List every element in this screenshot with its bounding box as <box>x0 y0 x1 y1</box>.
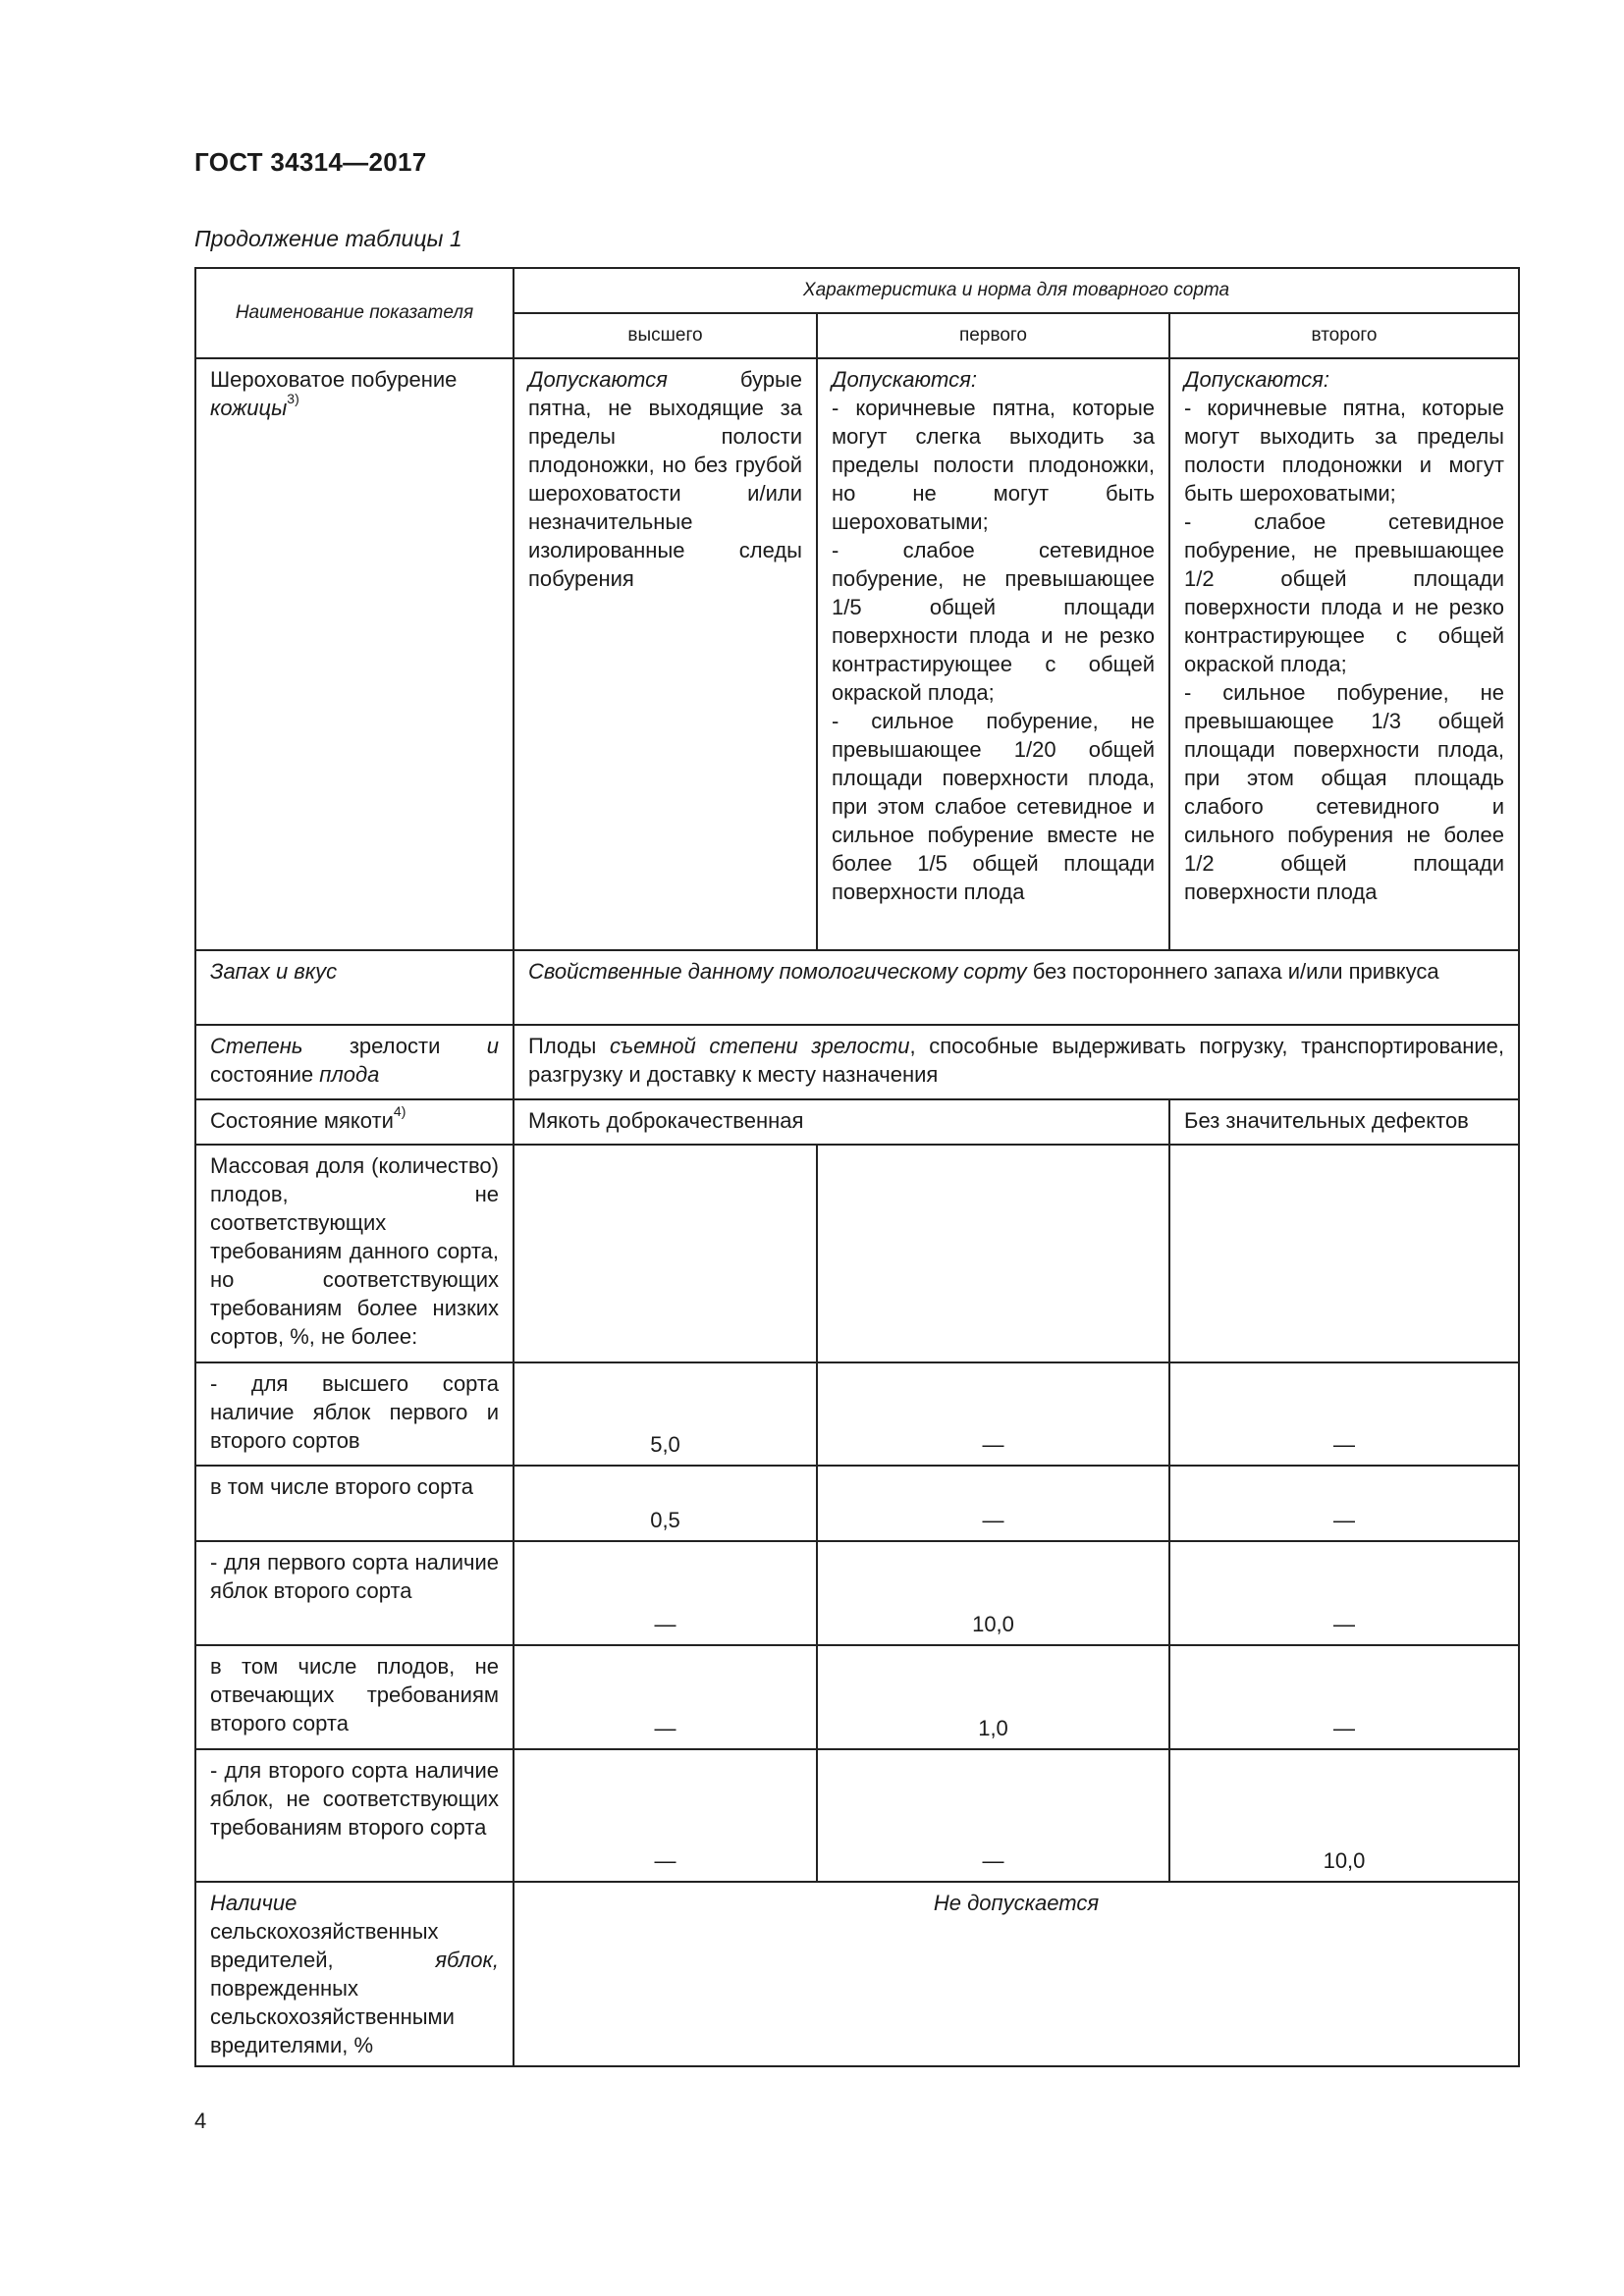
value-cell: — <box>1169 1362 1519 1466</box>
indicator-mass-second: - для второго сорта наличие яблок, не соответствующих требованиям второго сорта <box>195 1749 514 1882</box>
mass-share-highest <box>514 1145 817 1362</box>
russeting-highest: Допускаются бурые пятна, не выходящие за пределы полости плодоножки, но без грубой шероховатости и/или незначительные изолированные следы побурения <box>514 358 817 950</box>
table-row-mass-highest-second <box>195 1466 1519 1541</box>
indicator-pests: Наличие сельскохозяйственных вредителей, яблок, поврежденных сельскохозяйственными вредителями, % <box>195 1882 514 2066</box>
table-row-mass-first <box>195 1541 1519 1645</box>
table-row-ripeness <box>195 1025 1519 1099</box>
value-cell: 10,0 <box>817 1541 1169 1645</box>
indicator-pulp: Состояние мякоти$^{4)}$ <box>195 1099 514 1145</box>
ripeness-value: Плоды съемной степени зрелости, способные выдерживать погрузку, транспортирование, разгрузку и доставку к месту назначения <box>514 1025 1519 1099</box>
indicator-mass-highest-second: в том числе второго сорта <box>195 1466 514 1541</box>
table-row-mass-highest <box>195 1362 1519 1466</box>
value-cell: 0,5 <box>514 1466 817 1541</box>
indicator-mass-highest: - для высшего сорта наличие яблок первого и второго сортов <box>195 1362 514 1466</box>
value-cell: — <box>1169 1541 1519 1645</box>
grade-header-highest: высшего <box>514 313 817 358</box>
value-cell: — <box>817 1466 1169 1541</box>
russeting-first: Допускаются: - коричневые пятна, которые могут слегка выходить за пределы полости плодоножки, но не могут быть шероховатыми; - слабое сетевидное побурение, не превышающее 1/5 общей площади поверхности плода и не резко контрастирующее с общей окраской плода; - сильное побурение, не превышающее 1/20 общей площади поверхности плода, при этом слабое сетевидное и сильное побурение вместе не более 1/5 общей площади поверхности плода <box>817 358 1169 950</box>
russeting-second: Допускаются: - коричневые пятна, которые могут выходить за пределы полости плодоножки и могут быть шероховатыми; - слабое сетевидное побурение, не превышающее 1/2 общей площади поверхности плода и не резко контрастирующее с общей окраской плода; - сильное побурение, не превышающее 1/3 общей площади поверхности плода, при этом общая площадь слабого сетевидного и сильного побурения не более 1/2 общей площади поверхности плода <box>1169 358 1519 950</box>
indicator-smell: Запах и вкус <box>195 950 514 1025</box>
value-cell: — <box>1169 1466 1519 1541</box>
value-cell: — <box>1169 1645 1519 1749</box>
pests-value: Не допускается <box>514 1882 1519 2066</box>
value-cell: 10,0 <box>1169 1749 1519 1882</box>
page-number: 4 <box>194 2109 207 2133</box>
value-cell: — <box>817 1362 1169 1466</box>
indicator-mass-first-nonconforming: в том числе плодов, не отвечающих требованиям второго сорта <box>195 1645 514 1749</box>
grade-group-header: Характеристика и норма для товарного сорта <box>514 268 1519 313</box>
indicator-mass-first: - для первого сорта наличие яблок второго сорта <box>195 1541 514 1645</box>
table-row-mass-second <box>195 1749 1519 1882</box>
value-cell: — <box>514 1749 817 1882</box>
pulp-value-highest-first: Мякоть доброкачественная <box>514 1099 1169 1145</box>
table-row-mass-share <box>195 1145 1519 1362</box>
table-row-mass-first-nonconforming <box>195 1645 1519 1749</box>
table-caption: Продолжение таблицы 1 <box>194 226 462 251</box>
mass-share-first <box>817 1145 1169 1362</box>
pulp-value-second: Без значительных дефектов <box>1169 1099 1519 1145</box>
grade-header-first: первого <box>817 313 1169 358</box>
value-cell: 5,0 <box>514 1362 817 1466</box>
document-id: ГОСТ 34314—2017 <box>194 147 427 177</box>
table-row-pulp <box>195 1099 1519 1145</box>
table-head-row <box>195 268 1519 313</box>
requirements-table <box>194 267 1520 2067</box>
value-cell: 1,0 <box>817 1645 1169 1749</box>
indicator-header: Наименование показателя <box>195 268 514 358</box>
mass-share-second <box>1169 1145 1519 1362</box>
value-cell: — <box>817 1749 1169 1882</box>
smell-value: Свойственные данному помологическому сорту без постороннего запаха и/или привкуса <box>514 950 1519 1025</box>
table-row-russeting <box>195 358 1519 950</box>
indicator-ripeness: Степень зрелости и состояние плода <box>195 1025 514 1099</box>
value-cell: — <box>514 1645 817 1749</box>
indicator-mass-share: Массовая доля (количество) плодов, не соответствующих требованиям данного сорта, но соответствующих требованиям более низких сортов, %, не более: <box>195 1145 514 1362</box>
indicator-russeting: Шероховатое побурение кожицы$^{3)}$ <box>195 358 514 950</box>
value-cell: — <box>514 1541 817 1645</box>
table-row-pests <box>195 1882 1519 2066</box>
grade-header-second: второго <box>1169 313 1519 358</box>
table-row-smell <box>195 950 1519 1025</box>
